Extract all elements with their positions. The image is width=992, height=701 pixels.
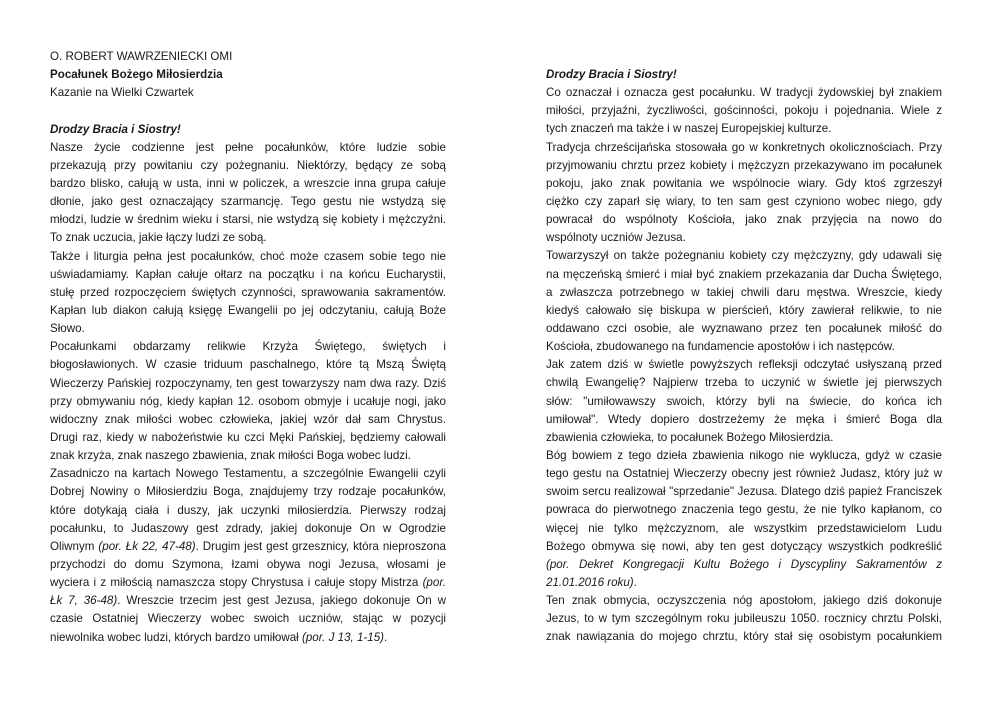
document-title: Pocałunek Bożego Miłosierdzia (50, 68, 223, 82)
text-segment: . Wreszcie trzecim jest gest Jezusa, jakiego dokonuje On w (117, 594, 446, 608)
decree-reference: 21.01.2016 roku) (546, 575, 634, 589)
text-line: młodzi, ludzie w średnim wieku i starsi, nie wstydzą się kobiety i mężczyźni. (50, 213, 446, 227)
left-page (50, 48, 446, 647)
text-line: chwilą Ewangelię? Najpierw trzeba to uczynić w świetle jej pierwszych (546, 376, 942, 390)
text-line: Jak zatem dziś w świetle powyższych refleksji odczytać usłyszaną przed (546, 358, 942, 372)
text-line: dłonie, jako gest oznaczający szarmancję. Tego gestu nie wstydzą się (50, 195, 446, 209)
text-line: Nasze życie codzienne jest pełne pocałunków, które ludzie sobie (50, 140, 446, 154)
bible-reference: (por. Łk 22, 47-48) (94, 539, 196, 553)
text-line: Co oznaczał i oznacza gest pocałunku. W tradycji żydowskiej był znakiem (546, 86, 942, 100)
document-subtitle: Kazanie na Wielki Czwartek (50, 86, 194, 100)
text-line: słów: "umiłowawszy swoich, którzy byli na świecie, do końca ich (546, 394, 942, 408)
text-segment: . (384, 630, 388, 644)
text-line: bardzo blisko, całują w usta, inni w policzek, a wreszcie inna grupa całuje (50, 176, 446, 190)
text-line: Kościoła, zbudowanego na fundamencie apostołów i ich następców. (546, 340, 895, 354)
text-line: pocałunku, to Judaszowy gest zdrady, jakiej dokonuje On w Ogrodzie (50, 521, 446, 535)
text-line: Zasadniczo na kartach Nowego Testamentu, a szczególnie Ewangelii czyli (50, 467, 446, 481)
text-line: Pocałunkami obdarzamy relikwie Krzyża Świętego, świętych i (50, 340, 446, 354)
text-line: To znak uczucia, jakie łączy ludzi ze sobą. (50, 231, 267, 245)
text-line: pokoju, jako znak powitania we wspólnocie wiary. Gdy ktoś zgrzeszył (546, 176, 942, 190)
text-line: Dobrej Nowiny o Miłosierdziu Boga, znajdujemy trzy rodzaje pocałunków, (50, 485, 446, 499)
text-line: przy obmywaniu nóg, kiedy kapłan 12. osobom obmyje i ucałuje nogi, jako (50, 394, 446, 408)
text-line: błogosławionych. W czasie triduum paschalnego, które tą Mszą Świętą (50, 358, 446, 372)
text-line: Ten znak obmycia, oczyszczenia nóg apostołom, jakiego dziś dokonuje (546, 594, 942, 608)
text-line: uświadamiamy. Kapłan całuje ołtarz na początku i na końcu Eucharystii, (50, 267, 446, 281)
text-line: stułę przed rozpoczęciem świętych czynności, sprawowania sakramentów. (50, 285, 446, 299)
text-line: wspólnoty uczniów Jezusa. (546, 231, 686, 245)
text-line: ciężko czy zaparł się wiary, to ten sam gest czyniono wobec niego, gdy (546, 194, 942, 208)
right-page (546, 66, 942, 647)
text-line: miłości, przyjaźni, życzliwości, gościnności, pokoju i pojednania. Wiele z (546, 104, 942, 118)
decree-reference: (por. Dekret Kongregacji Kultu Bożego i Dyscypliny Sakramentów z (546, 557, 942, 571)
text-line: które dotykają ciała i duszy, jak uczynki miłosierdzia. Pierwszy rodzaj (50, 503, 446, 517)
bible-reference: (por. (418, 576, 446, 590)
text-line: widoczny znak miłości wobec człowieka, jakiej wzór dał sam Chrystus. (50, 412, 446, 426)
text-line: Wieczerzy Pańskiej rozpoczynamy, ten gest towarzyszy nam dwa razy. Dziś (50, 376, 446, 390)
text-segment: niewolnika wobec ludzi, których bardzo umiłował (50, 630, 299, 644)
text-segment: Oliwnym (50, 539, 95, 553)
text-line: oddawano czci osobie, ale wyznawano przez ten pocałunek miłość do (546, 321, 942, 335)
text-line: przychodzi do domu Szymona, łzami obywa nogi Jezusa, włosami je (50, 557, 446, 571)
text-line: Towarzyszył on także pożegnaniu kobiety czy mężczyzny, gdy udawali się (546, 249, 942, 263)
text-line: tych znaczeń ma także i w naszej Europejskiej kulturze. (546, 122, 832, 136)
author-line: O. ROBERT WAWRZENIECKI OMI (50, 50, 233, 63)
text-line (546, 574, 942, 592)
text-segment: . (633, 575, 637, 589)
text-line: Jezus, to w tym szczególnym roku jubileuszu 1050. rocznicy chrztu Polski, (546, 612, 942, 626)
text-line: więcej nie tylko mężczyznom, ale wszystkim przedstawicielom Ludu (546, 521, 942, 535)
text-line: przyjmowaniu chrztu przez kobiety i mężczyzn przekazywano im pocałunek (546, 158, 942, 172)
text-line (50, 538, 446, 556)
text-line: powracał do wspólnoty Kościoła, jako znak przyjęcia na nowo do (546, 213, 942, 227)
text-line: Bożego obmywa się nowi, aby ten gest dotyczący wszystkich podkreślić (546, 539, 942, 553)
text-line: znak nawiązania do mojego chrztu, który stał się osobistym pocałunkiem (546, 630, 942, 644)
text-line (50, 574, 446, 592)
text-line: powraca do pierwotnego znaczenia tego gestu, że nie tylko kapłanom, co (546, 503, 942, 517)
text-line: zbawienia człowieka, to pocałunek Bożego Miłosierdzia. (546, 430, 834, 444)
text-line: swoim sercu realizował "sprzedanie" Jezusa. Dlatego dziś papież Franciszek (546, 485, 942, 499)
text-line: Kapłan lub diakon całują księgę Ewangelii po jej odczytaniu, całują Boże (50, 303, 446, 317)
text-line: przekazują przy powitaniu czy pożegnaniu. Niektórzy, będący ze sobą (50, 158, 446, 172)
text-line: Drugi raz, kiedy w nabożeństwie ku czci Męki Pańskiej, będziemy całowali (50, 430, 446, 444)
text-line: Bóg bowiem z tego dzieła zbawienia nikogo nie wyklucza, gdyż w czasie (546, 448, 942, 462)
text-line (50, 592, 446, 610)
text-segment: . Drugim jest gest grzesznicy, która nieproszona (195, 539, 446, 553)
text-line: Także i liturgia pełna jest pocałunków, choć może czasem sobie tego nie (50, 249, 446, 263)
text-segment: wyciera i z miłością namaszcza stopy Chrystusa i całuje stopy Mistrza (50, 576, 419, 590)
text-line: umiłował". Wtedy dopiero dostrzeżemy że męka i śmierć Boga dla (546, 412, 942, 426)
greeting-heading: Drodzy Bracia i Siostry! (546, 68, 677, 81)
text-line: na męczeńską śmierć i miał być znakiem przekazania dar Ducha Świętego, (546, 267, 942, 281)
text-line: Tradycja chrześcijańska stosowała go w konkretnych okolicznościach. Przy (546, 140, 942, 154)
text-line: znak krzyża, znak naszego zbawienia, znak miłości Boga wobec ludzi. (50, 449, 411, 463)
text-line (50, 629, 446, 647)
text-line: kiedyś całowało się biskupa w pierścień, który zawierał relikwie, to nie (546, 303, 942, 317)
text-line: czasie Ostatniej Wieczerzy wobec swoich uczniów, stając w pozycji (50, 612, 446, 626)
bible-reference: (por. J 13, 1-15) (298, 630, 385, 644)
text-line: Słowo. (50, 322, 85, 336)
text-line: a zwłaszcza potrzebnego w takiej chwili daru męstwa. Wreszcie, kiedy (546, 285, 942, 299)
blank-line (50, 102, 446, 120)
text-line: tego gestu na Ostatniej Wieczerzy obecny jest również Judasz, który już w (546, 467, 942, 481)
greeting-heading: Drodzy Bracia i Siostry! (50, 122, 181, 136)
bible-reference: Łk 7, 36-48) (50, 594, 118, 608)
